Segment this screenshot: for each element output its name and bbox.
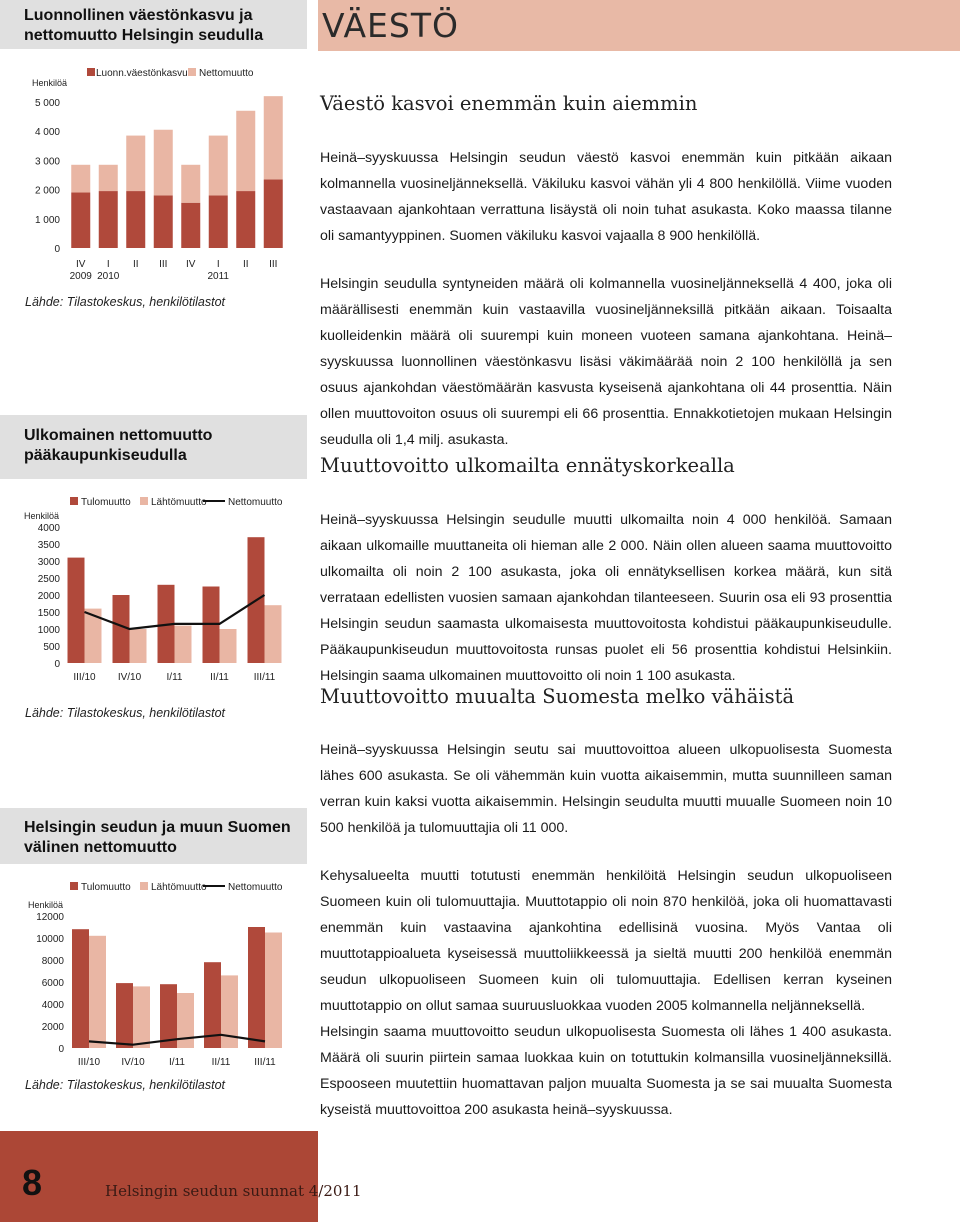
chart1-ytick: 1 000 bbox=[34, 214, 60, 226]
chart3-xtick: I/11 bbox=[169, 1057, 185, 1068]
heading-domestic-migration: Muuttovoitto muualta Suomesta melko vähäistä bbox=[320, 685, 795, 708]
chart-domestic-migration bbox=[0, 873, 300, 1073]
chart3-ytick: 0 bbox=[58, 1044, 64, 1055]
chart1-bar-netmigration bbox=[181, 165, 200, 203]
chart1-ytick: 0 bbox=[54, 244, 60, 255]
chart3-bar-out bbox=[89, 936, 106, 1048]
chart2-legend-1: Tulomuutto bbox=[81, 497, 131, 508]
chart3-ytick: 2000 bbox=[41, 1022, 64, 1033]
chart3-xtick: II/11 bbox=[211, 1057, 231, 1068]
chart1-bar-natural bbox=[236, 191, 255, 248]
chart3-bar-in bbox=[116, 983, 133, 1048]
chart2-bar-out bbox=[175, 626, 192, 663]
chart1-bar-natural bbox=[154, 195, 173, 248]
chart3-legend-swatch-1 bbox=[70, 882, 78, 890]
chart3-xtick: III/10 bbox=[77, 1057, 101, 1068]
chart3-ylabel: Henkilöä bbox=[28, 900, 64, 910]
chart3-source: Lähde: Tilastokeskus, henkilötilastot bbox=[25, 1078, 225, 1092]
chart1-xtick: IV bbox=[76, 259, 86, 270]
paragraph-5: Kehysalueelta muutti totutusti enemmän henkilöitä Helsingin seudun ulkopuoliseen Suomeen kuin oli tulomuuttajia. Muuttotappio oli noin 870 henkilöä, joka oli huomattavasti enemmän kuin vastaavina ajankohtina edellisinä vuosina. Myös Vantaa oli muuttotappioalueta kyseisessä muuttoliikkeessä ja sieltä muutti 200 henkilöä enemmän seudun ulkopuoliseen Suomeen kuin oli tulomuuttajia. Edellisen kerran kyseinen muuttotappio on ollut samaa suuruusluokkaa vuoden 2005 kolmannella neljänneksellä. bbox=[320, 868, 892, 1014]
chart3-ytick: 10000 bbox=[36, 934, 64, 945]
chart1-bar-netmigration bbox=[209, 136, 228, 196]
chart3-bar-in bbox=[248, 927, 265, 1048]
paragraph-6: Helsingin saama muuttovoitto seudun ulkopuolisesta Suomesta oli lähes 1 400 asukasta. Määrä oli suurin piirtein samaa luokkaa kuin on totuttukin kolmansilla vuosineljänneksillä. Espooseen muutettiin huomattavan paljon muualta Suomesta ja se sai muualta Suomesta kyseistä muuttovoittoa 200 asukasta heinä–syyskuussa. bbox=[320, 1024, 892, 1118]
chart2-legend-swatch-2 bbox=[140, 497, 148, 505]
chart1-ytick: 5 000 bbox=[34, 98, 60, 109]
chart3-ytick: 12000 bbox=[36, 912, 64, 923]
chart2-xtick: I/11 bbox=[166, 672, 183, 683]
chart2-ytick: 1000 bbox=[37, 625, 60, 636]
paragraph-3: Heinä–syyskuussa Helsingin seudulle muutti ulkomailta noin 4 000 henkilöä. Samaan aikaan ulkomaille muuttaneita oli hieman alle 2 000. Näin ollen alueen saama muuttovoitto ulkomailta oli noin 2 100 asukasta, joka oli ennätyksellisen korkea määrä, kun sitä verrataan edellisten vuosien samaan ajankohdan tilanteeseen. Suurin osa eli 93 prosenttia Helsingin seudun saamasta ulkomaisesta muuttovoitosta kohdistui pääkaupunkiseudulle. Pääkaupunkiseudun muuttovoitosta runsas puolet eli 56 prosenttia kohdistui Helsinkiin. Helsingin saama ulkomainen muuttovoitto oli noin 1 100 asukasta. bbox=[320, 512, 892, 684]
chart2-title: Ulkomainen nettomuutto pääkaupunkiseudulla bbox=[24, 427, 213, 464]
chart2-ytick: 1500 bbox=[37, 608, 60, 619]
chart2-legend-swatch-1 bbox=[70, 497, 78, 505]
chart2-ytick: 2000 bbox=[37, 591, 60, 602]
heading-international-migration: Muuttovoitto ulkomailta ennätyskorkealla bbox=[320, 454, 735, 477]
chart3-legend-3: Nettomuutto bbox=[228, 882, 283, 893]
chart1-year-label: 2011 bbox=[207, 271, 230, 282]
chart2-legend-3: Nettomuutto bbox=[228, 497, 283, 508]
chart3-ytick: 8000 bbox=[41, 956, 64, 967]
chart2-ytick: 0 bbox=[54, 659, 60, 670]
chart3-xtick: IV/10 bbox=[121, 1057, 145, 1068]
chart1-xtick: II bbox=[132, 259, 139, 270]
chart3-bar-out bbox=[133, 986, 150, 1048]
paragraph-1: Heinä–syyskuussa Helsingin seudun väestö kasvoi enemmän kuin pitkään aikaan kolmannella vuosineljänneksellä. Väkiluku kasvoi vähän yli 4 800 henkilöllä. Viime vuoden vastaavaan ajankohtaan verrattuna lisäystä oli noin tuhat asukasta. Koko maassa tilanne oli samantyyppinen. Suomen väkiluku kasvoi vajaalla 8 900 henkilöllä. bbox=[320, 150, 892, 244]
chart1-ytick: 4 000 bbox=[34, 127, 60, 139]
chart3-bar-out bbox=[265, 933, 282, 1049]
chart1-legend-1: Luonn.väestönkasvu bbox=[96, 68, 188, 79]
chart2-ytick: 2500 bbox=[37, 574, 60, 585]
chart2-legend-2: Lähtömuutto bbox=[151, 497, 207, 508]
publication-title: Helsingin seudun suunnat 4/2011 bbox=[105, 1182, 362, 1200]
chart2-bar-in bbox=[68, 558, 85, 663]
chart1-bar-netmigration bbox=[126, 136, 145, 191]
chart1-legend-swatch-2 bbox=[188, 68, 196, 76]
chart2-ytick: 3500 bbox=[37, 540, 60, 551]
heading-population-growth: Väestö kasvoi enemmän kuin aiemmin bbox=[320, 92, 698, 115]
chart1-year-label: 2009 bbox=[69, 271, 92, 282]
paragraph-2: Helsingin seudulla syntyneiden määrä oli kolmannella vuosineljänneksellä 4 400, joka oli määrällisesti enemmän kuin vastaavilla vuosineljänneksillä pitkään aikaan. Toisaalta kuolleidenkin määrä oli suurempi kuin moneen vuoteen samana ajankohtana. Heinä–syyskuussa luonnollinen väestönkasvu lisäsi väkimäärää noin 2 100 henkilöllä ja sen osuus ajankohdan väestömäärän kasvusta kyseisenä ajankohtana oli 44 prosenttia. Näin ollen muuttovoiton osuus oli suurempi eli 66 prosenttia. Ennakkotietojen mukaan Helsingin seudulla oli 1,4 milj. asukasta. bbox=[320, 276, 892, 448]
chart1-bar-netmigration bbox=[236, 111, 255, 191]
chart2-xtick: II/11 bbox=[210, 672, 229, 683]
chart1-bar-netmigration bbox=[71, 165, 90, 193]
chart1-legend-2: Nettomuutto bbox=[199, 68, 254, 79]
chart1-xtick: II bbox=[242, 259, 249, 270]
chart1-xtick: III bbox=[159, 259, 168, 270]
chart3-ytick: 6000 bbox=[41, 978, 64, 989]
chart2-bar-out bbox=[265, 605, 282, 663]
chart1-bar-netmigration bbox=[99, 165, 118, 191]
chart3-bar-in bbox=[72, 929, 89, 1048]
chart1-xtick: III bbox=[269, 259, 278, 270]
chart-international-migration bbox=[0, 488, 300, 693]
chart1-bar-natural bbox=[209, 195, 228, 248]
chart1-bar-netmigration bbox=[154, 130, 173, 196]
chart2-bar-out bbox=[130, 629, 147, 663]
chart1-bar-natural bbox=[264, 179, 283, 248]
chart3-ytick: 4000 bbox=[41, 1000, 64, 1011]
chart1-ytick: 2 000 bbox=[34, 185, 60, 197]
chart2-xtick: IV/10 bbox=[117, 672, 142, 683]
chart3-title: Helsingin seudun ja muun Suomen välinen nettomuutto bbox=[24, 819, 291, 856]
chart1-legend-swatch-1 bbox=[87, 68, 95, 76]
chart2-bar-out bbox=[220, 629, 237, 663]
chart-natural-growth-netmigration bbox=[0, 60, 300, 285]
chart1-ylabel: Henkilöä bbox=[32, 78, 68, 88]
chart3-legend-1: Tulomuutto bbox=[81, 882, 131, 893]
chart3-xtick: III/11 bbox=[254, 1057, 276, 1068]
chart2-ytick: 4000 bbox=[37, 523, 60, 534]
chart1-xtick: I bbox=[216, 259, 220, 270]
chart2-source: Lähde: Tilastokeskus, henkilötilastot bbox=[25, 706, 225, 720]
chart1-xtick: I bbox=[106, 259, 110, 270]
chart1-xtick: IV bbox=[186, 259, 196, 270]
chart1-title: Luonnollinen väestönkasvu ja nettomuutto Helsingin seudulla bbox=[24, 7, 264, 44]
chart1-year-label: 2010 bbox=[97, 271, 120, 282]
chart1-source: Lähde: Tilastokeskus, henkilötilastot bbox=[25, 295, 225, 309]
page-number: 8 bbox=[22, 1162, 43, 1203]
chart2-ytick: 3000 bbox=[37, 557, 60, 568]
footer-bar bbox=[0, 1131, 318, 1222]
chart3-legend-2: Lähtömuutto bbox=[151, 882, 207, 893]
chart1-bar-natural bbox=[181, 203, 200, 248]
section-title: VÄESTÖ bbox=[322, 6, 459, 45]
chart2-xtick: III/10 bbox=[73, 672, 96, 683]
chart1-bar-natural bbox=[126, 191, 145, 248]
chart1-ytick: 3 000 bbox=[34, 156, 60, 168]
chart2-xtick: III/11 bbox=[253, 672, 276, 683]
chart3-legend-swatch-2 bbox=[140, 882, 148, 890]
chart1-bar-natural bbox=[99, 191, 118, 248]
chart2-ytick: 500 bbox=[43, 642, 60, 653]
chart1-bar-natural bbox=[71, 193, 90, 248]
paragraph-4: Heinä–syyskuussa Helsingin seutu sai muuttovoittoa alueen ulkopuolisesta Suomesta lähes 600 asukasta. Se oli vähemmän kuin vuotta aikaisemmin, mutta suunnilleen saman verran kuin kaksi vuotta aikaisemmin. Helsingin seudulta muutti muualle Suomeen noin 10 500 henkilöä ja tulomuuttajia oli 11 000. bbox=[320, 742, 892, 836]
chart1-bar-netmigration bbox=[264, 96, 283, 179]
chart2-ylabel: Henkilöä bbox=[24, 511, 60, 521]
